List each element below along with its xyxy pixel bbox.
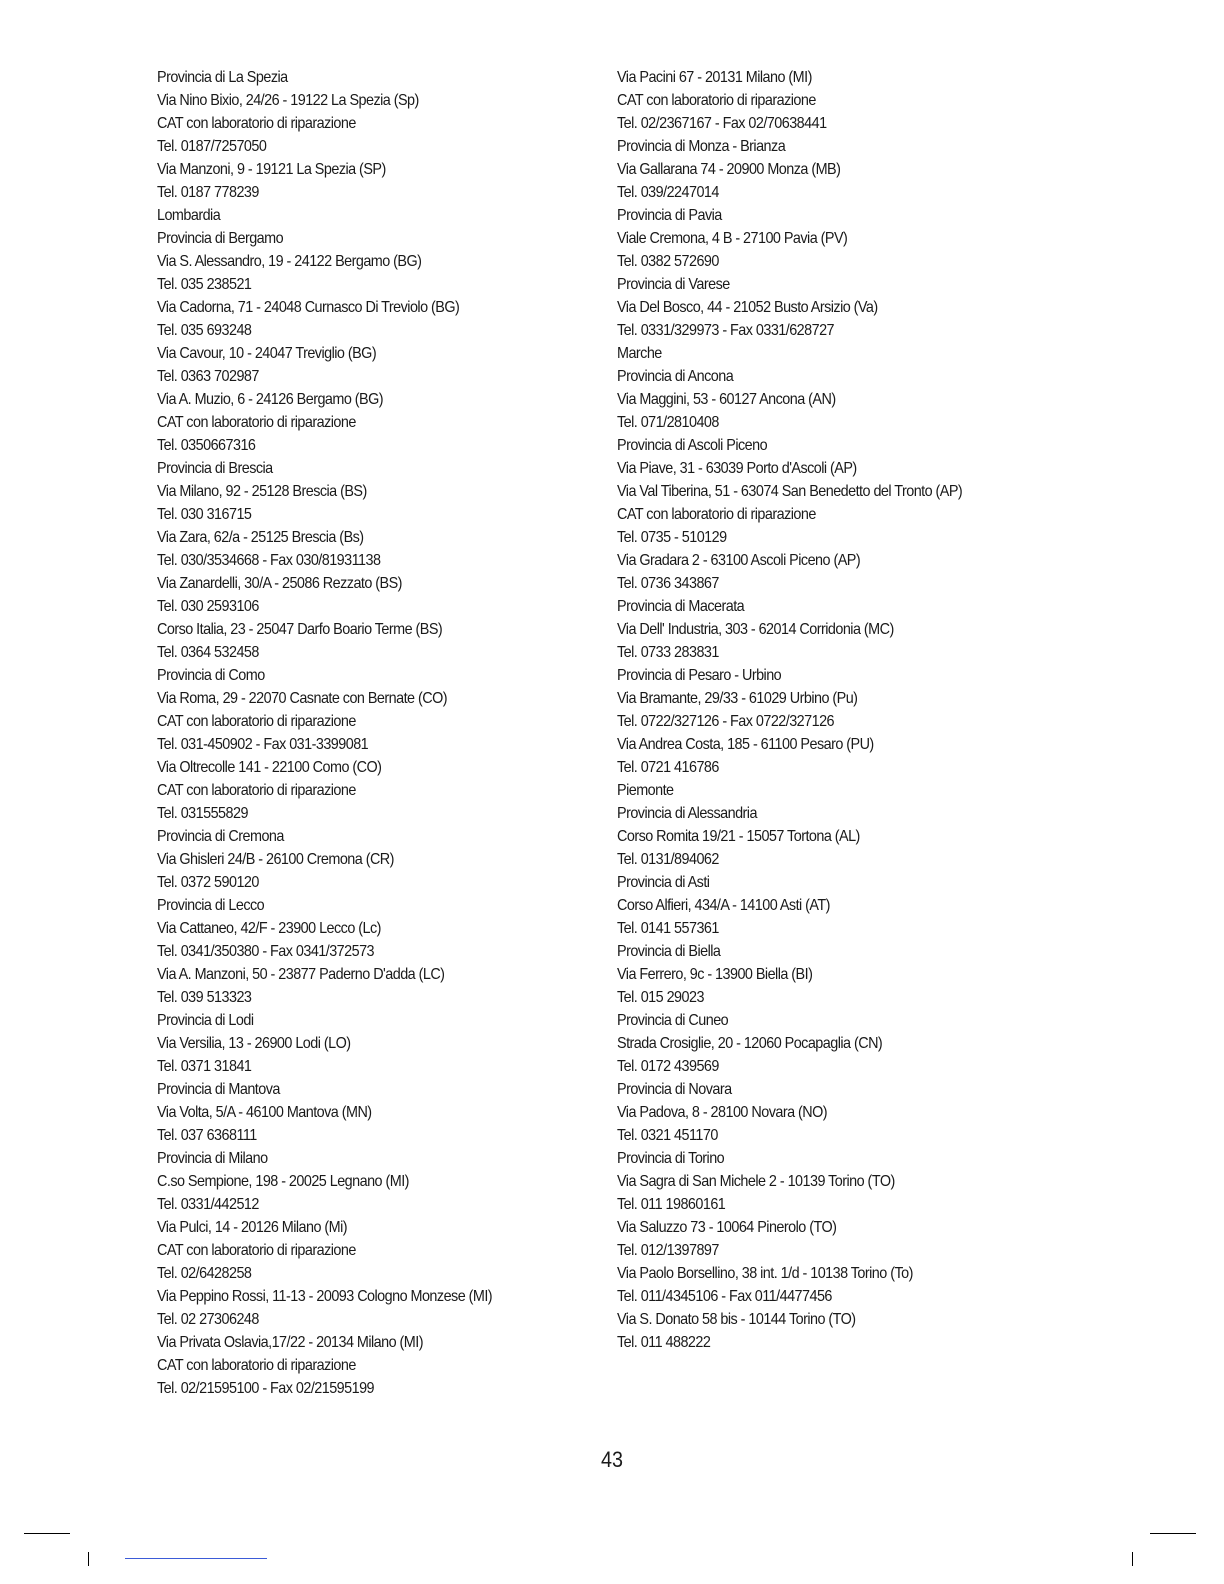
directory-line: Tel. 0722/327126 - Fax 0722/327126 [617,713,835,730]
directory-line: Tel. 071/2810408 [617,414,719,431]
directory-line: Via Privata Oslavia,17/22 - 20134 Milano (MI) [157,1334,423,1351]
directory-line: Via Padova, 8 - 28100 Novara (NO) [617,1104,828,1121]
directory-line: Tel. 0331/329973 - Fax 0331/628727 [617,322,835,339]
directory-line: Via Ghisleri 24/B - 26100 Cremona (CR) [157,851,394,868]
directory-line: Via S. Donato 58 bis - 10144 Torino (TO) [617,1311,856,1328]
directory-line: Provincia di Cuneo [617,1012,729,1029]
directory-line: Tel. 0187/7257050 [157,138,267,155]
directory-line: Via Zara, 62/a - 25125 Brescia (Bs) [157,529,364,546]
directory-line: Tel. 030 2593106 [157,598,259,615]
directory-line: Tel. 02/21595100 - Fax 02/21595199 [157,1380,375,1397]
directory-line: Lombardia [157,207,221,224]
directory-line: Tel. 011/4345106 - Fax 011/4477456 [617,1288,832,1305]
directory-line: Tel. 011 488222 [617,1334,711,1351]
directory-line: Tel. 0131/894062 [617,851,719,868]
crop-mark-right-horizontal [1150,1533,1196,1534]
directory-line: Via Pacini 67 - 20131 Milano (MI) [617,69,812,86]
directory-line: Tel. 0733 283831 [617,644,719,661]
directory-line: Provincia di Varese [617,276,730,293]
directory-line: Tel. 035 238521 [157,276,252,293]
directory-line: Provincia di Brescia [157,460,273,477]
directory-line: Via A. Manzoni, 50 - 23877 Paderno D'adda (LC) [157,966,445,983]
directory-line: Tel. 02/6428258 [157,1265,252,1282]
directory-line: Tel. 031-450902 - Fax 031-3399081 [157,736,369,753]
crop-mark-left-horizontal [24,1533,70,1534]
directory-line: Tel. 0331/442512 [157,1196,259,1213]
directory-line: Via Versilia, 13 - 26900 Lodi (LO) [157,1035,351,1052]
directory-line: CAT con laboratorio di riparazione [617,506,816,523]
directory-line: Tel. 0372 590120 [157,874,259,891]
crop-mark-left-vertical [88,1552,89,1566]
directory-line: Via Saluzzo 73 - 10064 Pinerolo (TO) [617,1219,837,1236]
directory-line: Tel. 012/1397897 [617,1242,719,1259]
directory-line: Via Del Bosco, 44 - 21052 Busto Arsizio (Va) [617,299,878,316]
directory-line: Tel. 0382 572690 [617,253,719,270]
directory-line: Via Milano, 92 - 25128 Brescia (BS) [157,483,367,500]
directory-line: Via Ferrero, 9c - 13900 Biella (BI) [617,966,813,983]
directory-line: Tel. 037 6368111 [157,1127,257,1144]
directory-line: Via Oltrecolle 141 - 22100 Como (CO) [157,759,382,776]
directory-line: Tel. 039 513323 [157,989,252,1006]
directory-line: Tel. 02/2367167 - Fax 02/70638441 [617,115,827,132]
directory-line: Via A. Muzio, 6 - 24126 Bergamo (BG) [157,391,384,408]
directory-line: Tel. 031555829 [157,805,248,822]
directory-line: Via Dell' Industria, 303 - 62014 Corridonia (MC) [617,621,894,638]
directory-line: Provincia di Pesaro - Urbino [617,667,782,684]
directory-line: Via S. Alessandro, 19 - 24122 Bergamo (BG) [157,253,422,270]
directory-line: Marche [617,345,662,362]
directory-line: Provincia di La Spezia [157,69,288,86]
directory-line: Provincia di Torino [617,1150,725,1167]
directory-line: Corso Romita 19/21 - 15057 Tortona (AL) [617,828,860,845]
directory-line: Tel. 0341/350380 - Fax 0341/372573 [157,943,375,960]
directory-line: CAT con laboratorio di riparazione [617,92,816,109]
directory-line: Via Pulci, 14 - 20126 Milano (Mi) [157,1219,348,1236]
directory-line: Corso Alfieri, 434/A - 14100 Asti (AT) [617,897,830,914]
directory-line: Provincia di Lodi [157,1012,254,1029]
directory-line: Provincia di Lecco [157,897,265,914]
directory-line: Tel. 039/2247014 [617,184,719,201]
directory-line: Piemonte [617,782,674,799]
directory-line: Provincia di Novara [617,1081,732,1098]
directory-line: CAT con laboratorio di riparazione [157,115,356,132]
directory-line: Strada Crosiglie, 20 - 12060 Pocapaglia (CN) [617,1035,883,1052]
directory-line: Via Piave, 31 - 63039 Porto d'Ascoli (AP) [617,460,857,477]
right-column [617,66,1177,1354]
directory-line: Via Nino Bixio, 24/26 - 19122 La Spezia (Sp) [157,92,419,109]
directory-line: Tel. 011 19860161 [617,1196,726,1213]
directory-line: Via Bramante, 29/33 - 61029 Urbino (Pu) [617,690,858,707]
directory-line: Via Gallarana 74 - 20900 Monza (MB) [617,161,841,178]
directory-line: Corso Italia, 23 - 25047 Darfo Boario Terme (BS) [157,621,443,638]
left-column [157,66,587,1400]
directory-line: Provincia di Biella [617,943,721,960]
directory-line: Via Cattaneo, 42/F - 23900 Lecco (Lc) [157,920,381,937]
directory-line: Tel. 030/3534668 - Fax 030/81931138 [157,552,381,569]
directory-line: Provincia di Pavia [617,207,722,224]
directory-line: Provincia di Ancona [617,368,734,385]
directory-line: Via Andrea Costa, 185 - 61100 Pesaro (PU) [617,736,874,753]
footer-rule [125,1558,267,1559]
directory-line: Via Roma, 29 - 22070 Casnate con Bernate (CO) [157,690,448,707]
directory-line: Via Val Tiberina, 51 - 63074 San Benedetto del Tronto (AP) [617,483,963,500]
directory-line: Via Volta, 5/A - 46100 Mantova (MN) [157,1104,372,1121]
directory-line: Tel. 0363 702987 [157,368,259,385]
page-number: 43 [600,1447,624,1472]
directory-line: Provincia di Milano [157,1150,268,1167]
directory-line: Tel. 0736 343867 [617,575,719,592]
directory-line: Tel. 0721 416786 [617,759,719,776]
directory-line: Tel. 0735 - 510129 [617,529,727,546]
directory-line: Tel. 0350667316 [157,437,256,454]
directory-line: Provincia di Cremona [157,828,284,845]
directory-line: Tel. 0141 557361 [617,920,719,937]
directory-line: Via Cadorna, 71 - 24048 Curnasco Di Treviolo (BG) [157,299,460,316]
directory-line: C.so Sempione, 198 - 20025 Legnano (MI) [157,1173,409,1190]
directory-line: Via Cavour, 10 - 24047 Treviglio (BG) [157,345,377,362]
directory-line: Tel. 035 693248 [157,322,252,339]
directory-line: Tel. 0321 451170 [617,1127,718,1144]
directory-line: Via Gradara 2 - 63100 Ascoli Piceno (AP) [617,552,861,569]
directory-line: CAT con laboratorio di riparazione [157,1242,356,1259]
directory-line: Provincia di Monza - Brianza [617,138,786,155]
directory-line: Tel. 030 316715 [157,506,252,523]
directory-line: Via Manzoni, 9 - 19121 La Spezia (SP) [157,161,386,178]
directory-line: Via Paolo Borsellino, 38 int. 1/d - 10138 Torino (To) [617,1265,913,1282]
crop-mark-right-vertical [1132,1552,1133,1566]
directory-line: Viale Cremona, 4 B - 27100 Pavia (PV) [617,230,848,247]
directory-line: Tel. 02 27306248 [157,1311,259,1328]
directory-line: Tel. 0364 532458 [157,644,259,661]
directory-line: Via Maggini, 53 - 60127 Ancona (AN) [617,391,836,408]
directory-line: Via Sagra di San Michele 2 - 10139 Torino (TO) [617,1173,895,1190]
directory-line: Provincia di Ascoli Piceno [617,437,768,454]
directory-line: Tel. 015 29023 [617,989,704,1006]
directory-line: CAT con laboratorio di riparazione [157,414,356,431]
directory-line: CAT con laboratorio di riparazione [157,713,356,730]
directory-line: Provincia di Mantova [157,1081,280,1098]
directory-line: Via Peppino Rossi, 11-13 - 20093 Cologno Monzese (MI) [157,1288,493,1305]
directory-line: Provincia di Alessandria [617,805,757,822]
directory-line: Tel. 0371 31841 [157,1058,252,1075]
directory-line: Provincia di Como [157,667,265,684]
directory-line: CAT con laboratorio di riparazione [157,782,356,799]
directory-line: Tel. 0187 778239 [157,184,259,201]
directory-line: Provincia di Asti [617,874,710,891]
directory-line: Provincia di Macerata [617,598,745,615]
directory-line: Tel. 0172 439569 [617,1058,719,1075]
directory-line: Via Zanardelli, 30/A - 25086 Rezzato (BS) [157,575,402,592]
directory-line: Provincia di Bergamo [157,230,284,247]
directory-line: CAT con laboratorio di riparazione [157,1357,356,1374]
